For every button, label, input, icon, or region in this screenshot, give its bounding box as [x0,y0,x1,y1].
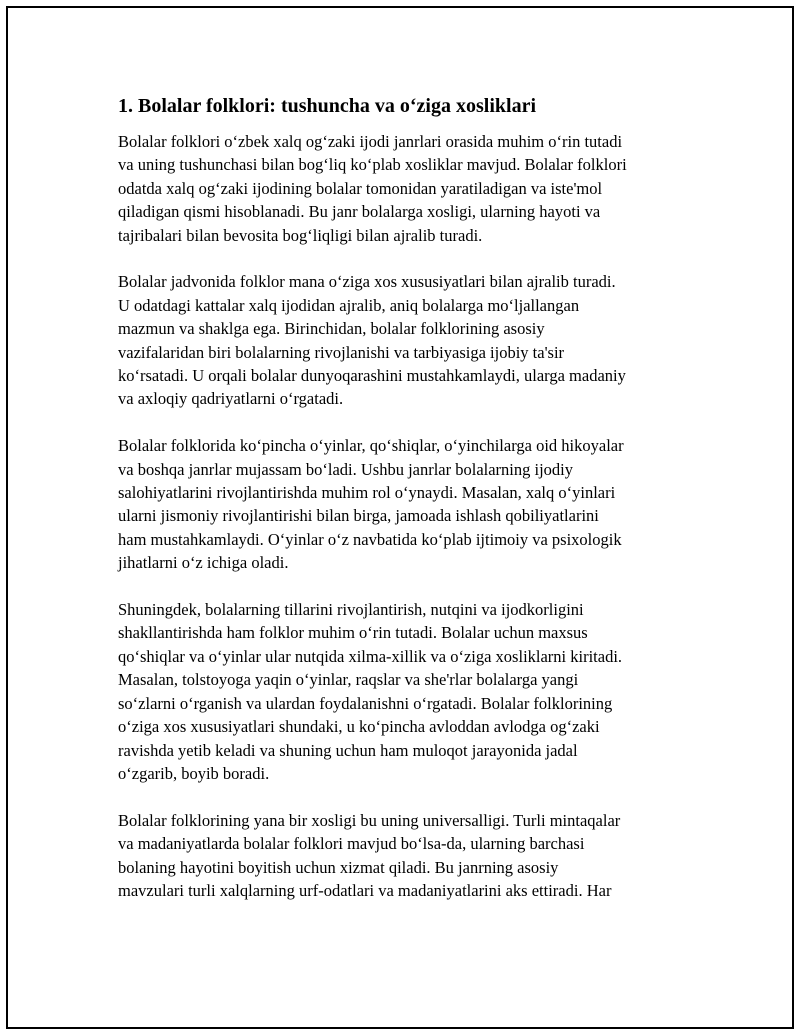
text-line: so‘zlarni o‘rganish va ulardan foydalanishni o‘rgatadi. Bolalar folklorining [118,693,613,713]
text-line: qiladigan qismi hisoblanadi. Bu janr bolalarga xosligi, ularning hayoti va [118,202,601,222]
text-line: ko‘rsatadi. U orqali bolalar dunyoqarashini mustahkamlaydi, ularga madaniy [118,366,626,386]
text-line: Masalan, tolstoyoga yaqin o‘yinlar, raqslar va she'rlar bolalarga yangi [118,670,579,690]
paragraph-3 [118,434,690,574]
text-line: mazmun va shaklga ega. Birinchidan, bolalar folklorining asosiy [118,319,545,339]
text-line: tajribalari bilan bevosita bog‘liqligi bilan ajralib turadi. [118,225,483,245]
text-line: o‘ziga xos xususiyatlari shundaki, u ko‘pincha avloddan avlodga og‘zaki [118,717,600,737]
text-line: ularni jismoniy rivojlantirishi bilan birga, jamoada ishlash qobiliyatlarini [118,506,599,526]
text-line: Shuningdek, bolalarning tillarini rivojlantirish, nutqini va ijodkorligini [118,600,584,620]
text-line: odatda xalq og‘zaki ijodining bolalar tomonidan yaratiladigan va iste'mol [118,178,603,198]
text-line: va boshqa janrlar mujassam bo‘ladi. Ushbu janrlar bolalarning ijodiy [118,459,574,479]
paragraph-1 [118,130,690,247]
text-line: ravishda yetib keladi va shuning uchun ham muloqot jarayonida jadal [118,740,578,760]
text-line: va madaniyatlarda bolalar folklori mavjud bo‘lsa-da, ularning barchasi [118,834,585,854]
text-line: va axloqiy qadriyatlarni o‘rgatadi. [118,389,344,409]
text-line: Bolalar folklorining yana bir xosligi bu uning universalligi. Turli mintaqalar [118,810,621,830]
text-line: va uning tushunchasi bilan bog‘liq ko‘plab xosliklar mavjud. Bolalar folklori [118,155,627,175]
text-line: o‘zgarib, boyib boradi. [118,763,270,783]
paragraph-2 [118,270,690,410]
paragraph-5 [118,809,690,903]
text-line: qo‘shiqlar va o‘yinlar ular nutqida xilma-xillik va o‘ziga xosliklarni kiritadi. [118,646,623,666]
text-line: Bolalar jadvonida folklor mana o‘ziga xos xususiyatlari bilan ajralib turadi. [118,272,616,292]
text-line: Bolalar folklorida ko‘pincha o‘yinlar, qo‘shiqlar, o‘yinchilarga oid hikoyalar [118,436,624,456]
paragraph-4 [118,598,690,785]
document-body [118,92,690,926]
text-line: bolaning hayotini boyitish uchun xizmat qiladi. Bu janrning asosiy [118,857,559,877]
text-line: vazifalaridan biri bolalarning rivojlanishi va tarbiyasiga ijobiy ta'sir [118,342,565,362]
text-line: U odatdagi kattalar xalq ijodidan ajralib, aniq bolalarga mo‘ljallangan [118,295,580,315]
text-line: ham mustahkamlaydi. O‘yinlar o‘z navbatida ko‘plab ijtimoiy va psixologik [118,529,622,549]
section-heading: 1. Bolalar folklori: tushuncha va o‘ziga xosliklari [118,95,536,117]
text-line: salohiyatlarini rivojlantirishda muhim rol o‘ynaydi. Masalan, xalq o‘yinlari [118,483,616,503]
text-line: shakllantirishda ham folklor muhim o‘rin tutadi. Bolalar uchun maxsus [118,623,588,643]
text-line: jihatlarni o‘z ichiga oladi. [118,553,289,573]
text-line: Bolalar folklori o‘zbek xalq og‘zaki ijodi janrlari orasida muhim o‘rin tutadi [118,132,623,151]
text-line: mavzulari turli xalqlarning urf-odatlari va madaniyatlarini aks ettiradi. Har [118,880,612,900]
